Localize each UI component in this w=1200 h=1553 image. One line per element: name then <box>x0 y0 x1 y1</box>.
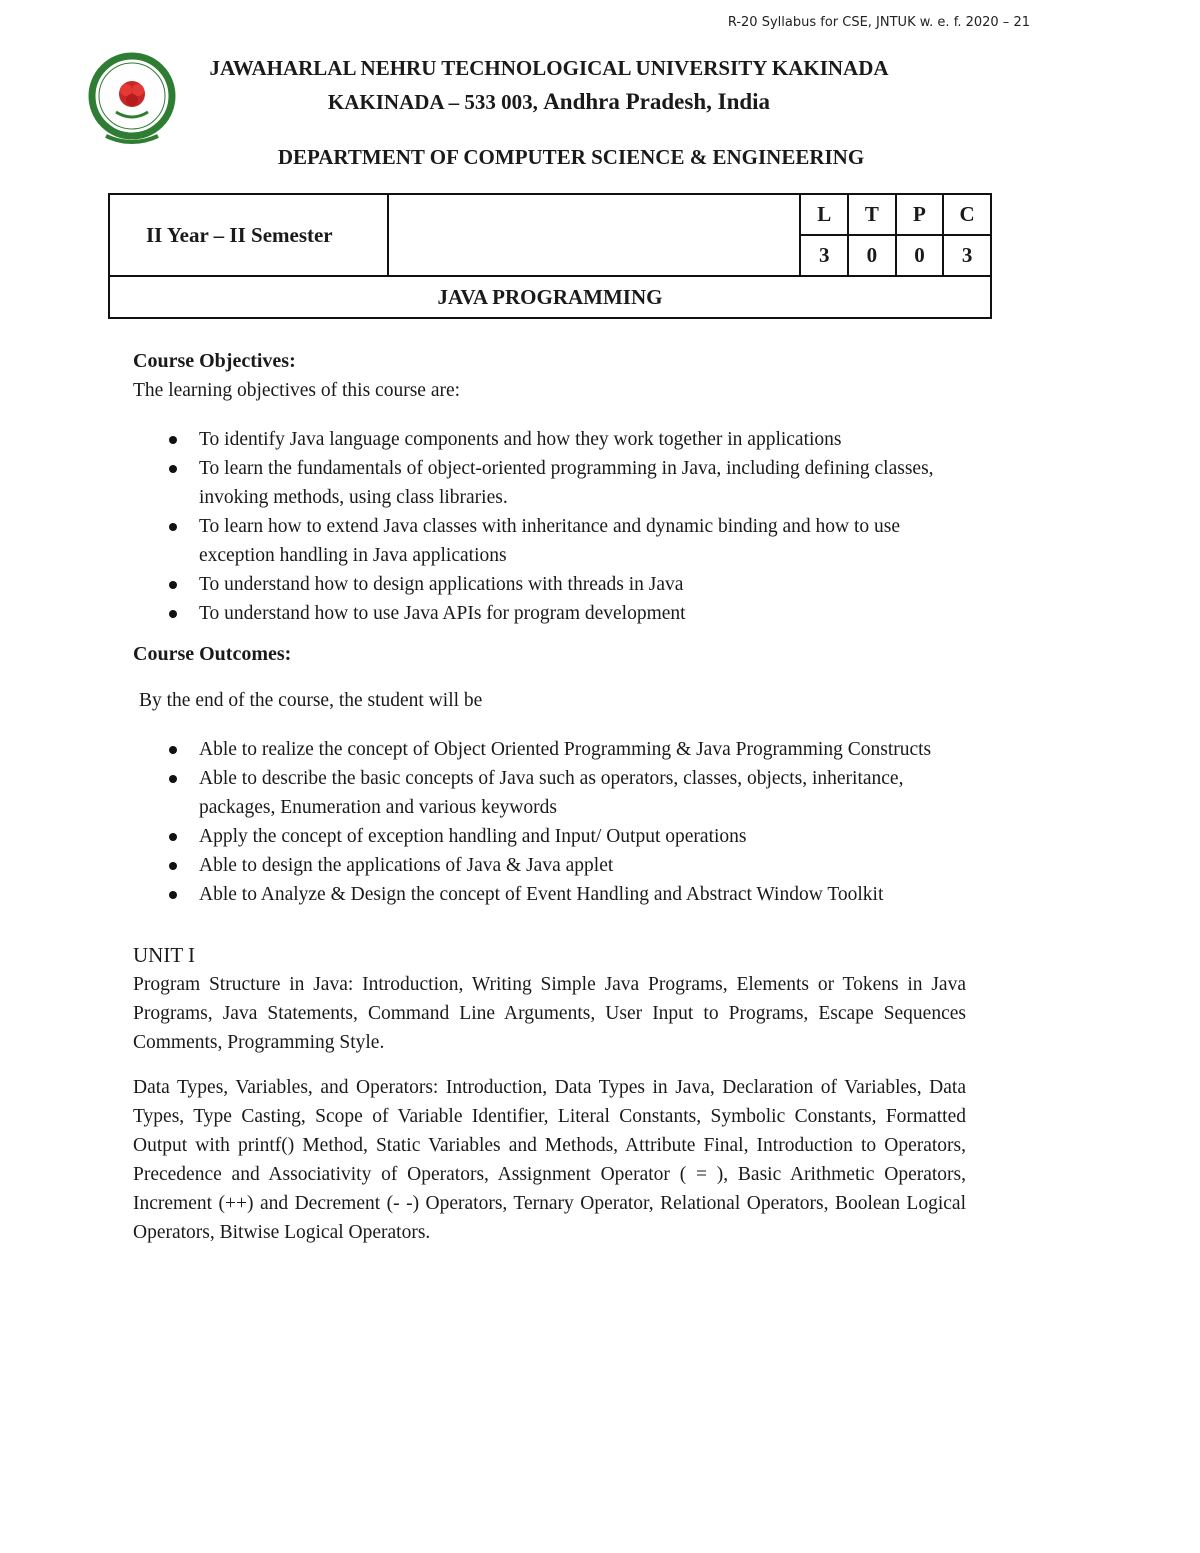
list-item: To understand how to use Java APIs for program development <box>133 599 966 628</box>
ltpc-header-c: C <box>943 194 991 235</box>
objectives-heading: Course Objectives: <box>133 350 296 372</box>
outcomes-heading: Course Outcomes: <box>133 643 292 665</box>
running-header: R-20 Syllabus for CSE, JNTUK w. e. f. 2020 – 21 <box>727 15 1030 30</box>
bullet-icon <box>169 523 177 531</box>
university-address <box>188 89 910 115</box>
list-item: Able to realize the concept of Object Oriented Programming & Java Programming Constructs <box>133 735 966 764</box>
list-item: To learn the fundamentals of object-oriented programming in Java, including defining classes, invoking methods, using class libraries. <box>133 454 966 512</box>
bullet-icon <box>169 833 177 841</box>
blank-cell <box>388 194 800 276</box>
department-title: DEPARTMENT OF COMPUTER SCIENCE & ENGINEERING <box>277 145 865 169</box>
course-info-table <box>108 193 992 319</box>
list-item: To identify Java language components and how they work together in applications <box>133 425 966 454</box>
list-item: To learn how to extend Java classes with inheritance and dynamic binding and how to use exception handling in Java applications <box>133 512 966 570</box>
objectives-list <box>133 425 966 628</box>
objectives-intro: The learning objectives of this course are: <box>133 380 461 401</box>
bullet-icon <box>169 891 177 899</box>
bullet-icon <box>169 775 177 783</box>
outcomes-intro: By the end of the course, the student will be <box>139 690 483 711</box>
bullet-icon <box>169 746 177 754</box>
bullet-icon <box>169 465 177 473</box>
address-city: KAKINADA – 533 003, <box>327 90 538 114</box>
bullet-icon <box>169 862 177 870</box>
unit1-paragraph-1: Program Structure in Java: Introduction, Writing Simple Java Programs, Elements or Tokens in Java Programs, Java Statements, Command Line Arguments, User Input to Programs, Escape Sequences Comments, Programming Style. <box>133 974 966 1053</box>
university-name: JAWAHARLAL NEHRU TECHNOLOGICAL UNIVERSITY KAKINADA <box>209 56 889 80</box>
list-item: Able to Analyze & Design the concept of Event Handling and Abstract Window Toolkit <box>133 880 966 909</box>
ltpc-value-t: 0 <box>848 235 896 276</box>
course-title: JAVA PROGRAMMING <box>109 276 991 318</box>
syllabus-content <box>133 347 966 1247</box>
ltpc-header-l: L <box>800 194 848 235</box>
ltpc-value-p: 0 <box>896 235 944 276</box>
bullet-icon <box>169 610 177 618</box>
unit1-paragraph-2: Data Types, Variables, and Operators: Introduction, Data Types in Java, Declaration of Variables, Data Types, Type Casting, Scope of Variable Identifier, Literal Constants, Symbolic Constants, Formatted Output with printf() Method, Static Variables and Methods, Attribute Final, Introduction to Operators, Precedence and Associativity of Operators, Assignment Operator ( = ), Basic Arithmetic Operators, Increment (++) and Decrement (- -) Operators, Ternary Operator, Relational Operators, Boolean Logical Operators, Bitwise Logical Operators. <box>133 1077 966 1243</box>
bullet-icon <box>169 581 177 589</box>
ltpc-header-t: T <box>848 194 896 235</box>
ltpc-value-c: 3 <box>943 235 991 276</box>
list-item: To understand how to design applications with threads in Java <box>133 570 966 599</box>
ltpc-header-p: P <box>896 194 944 235</box>
unit1-heading: UNIT I <box>133 943 196 967</box>
ltpc-value-l: 3 <box>800 235 848 276</box>
list-item: Apply the concept of exception handling and Input/ Output operations <box>133 822 966 851</box>
address-state: Andhra Pradesh, India <box>543 89 771 114</box>
university-logo-icon <box>86 52 178 152</box>
list-item: Able to design the applications of Java & Java applet <box>133 851 966 880</box>
bullet-icon <box>169 436 177 444</box>
semester-cell: II Year – II Semester <box>109 194 388 276</box>
outcomes-list <box>133 735 966 909</box>
list-item: Able to describe the basic concepts of Java such as operators, classes, objects, inheritance, packages, Enumeration and various keywords <box>133 764 966 822</box>
